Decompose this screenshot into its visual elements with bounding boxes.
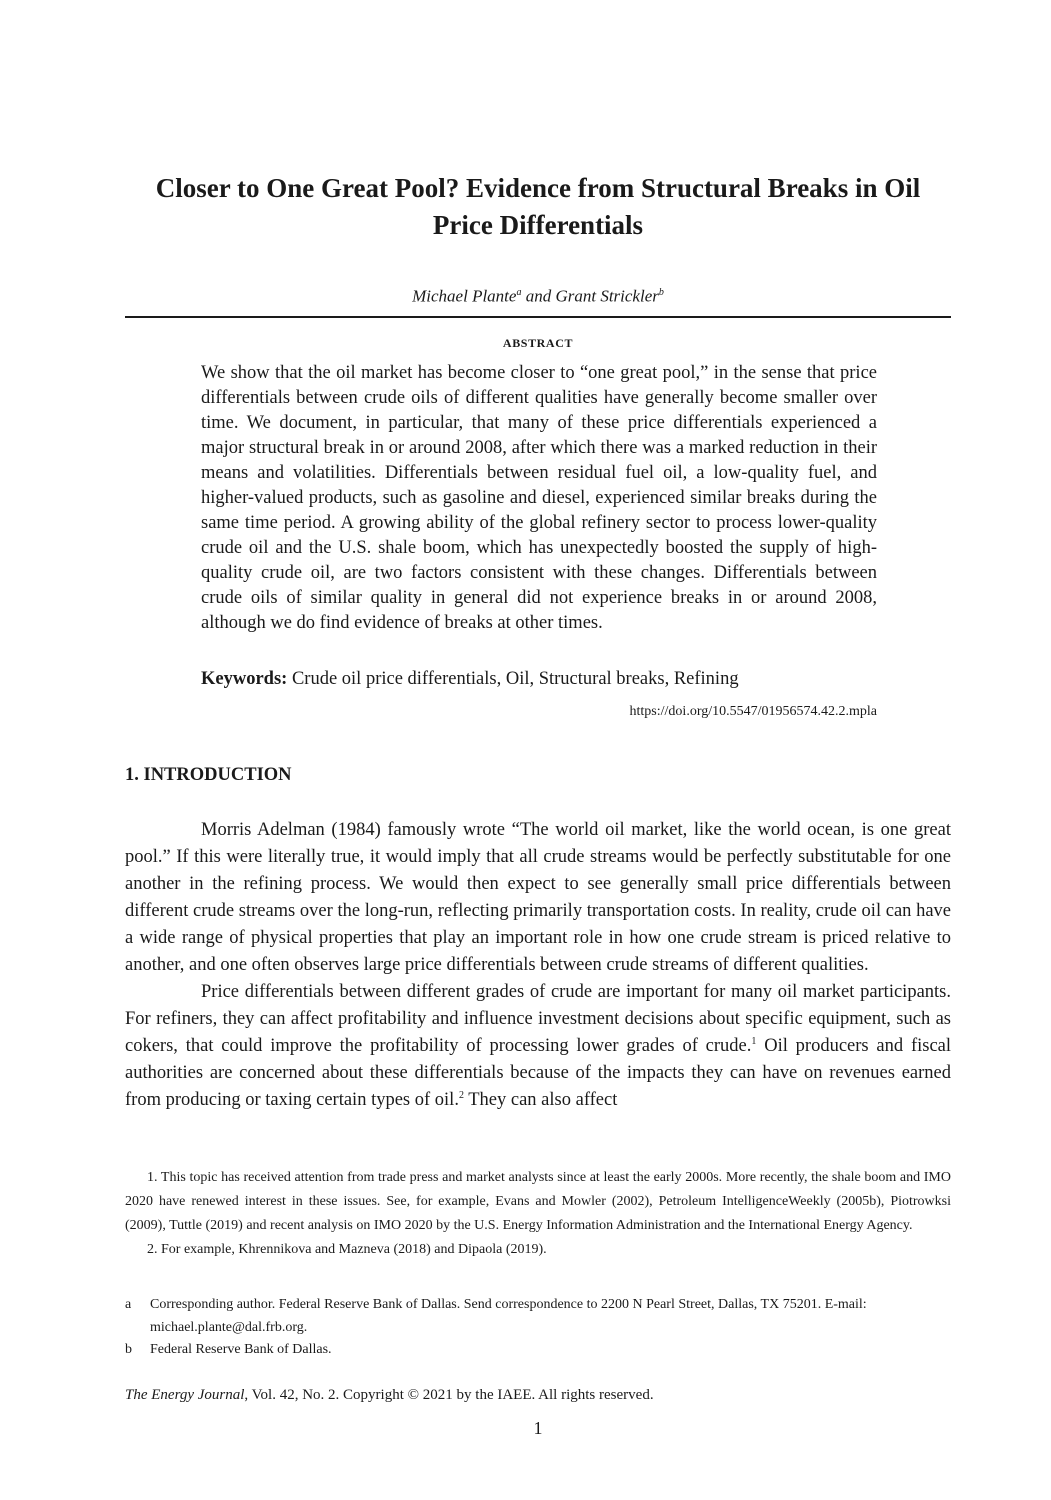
abstract-text: We show that the oil market has become closer to “one great pool,” in the sense that price differentials between crude oils of different qualities have generally become smaller over time. We document, in particular, that many of these price differentials experienced a major structural break in or around 2008, after which there was a marked reduction in their means and volatilities. Differentials between residual fuel oil, a low-quality fuel, and higher-valued products, such as gasoline and diesel, experienced similar breaks during the same time period. A growing ability of the global refinery sector to process lower-quality crude oil and the U.S. shale boom, which has unexpectedly boosted the supply of high-quality crude oil, are two factors consistent with these changes. Differentials between crude oils of similar quality in general did not experience breaks in or around 2008, although we do find evidence of breaks at other times. (201, 363, 877, 633)
affiliation-text: Federal Reserve Bank of Dallas. (150, 1342, 332, 1357)
page-number: 1 (533, 1418, 543, 1438)
keywords-line (201, 667, 877, 692)
affiliation-note (125, 1293, 951, 1339)
paper-title: Closer to One Great Pool? Evidence from Structural Breaks in Oil Price Differentials (155, 173, 921, 240)
author-line (125, 281, 951, 309)
keywords-label: Keywords: (201, 669, 288, 689)
paragraph-text: Price differentials between different grades of crude are important for many oil market participants. For refiners, they can affect profitability and influence investment decisions about specific equipment, such as cokers, that could improve the profitability of processing lower grades of crude. (125, 982, 951, 1056)
paragraph (125, 979, 951, 1114)
author-joiner: and (521, 286, 556, 306)
affiliation-mark: b (125, 1342, 132, 1357)
affiliation-mark: a (125, 1297, 132, 1312)
footnotes (125, 1166, 951, 1262)
keywords-text: Crude oil price differentials, Oil, Structural breaks, Refining (291, 669, 739, 689)
journal-citation (125, 1384, 654, 1406)
footnote-ref[interactable]: 2 (458, 1089, 464, 1101)
footnote: 2. For example, Khrennikova and Mazneva (2018) and Dipaola (2019). (147, 1242, 547, 1257)
affiliation-mark: a (516, 287, 522, 298)
author-name: Michael Plante (412, 286, 517, 306)
footnote: 1. This topic has received attention from trade press and market analysts since at least the early 2000s. More recently, the shale boom and IMO 2020 have renewed interest in these issues. See, for example, Evans and Mowler (2002), Petroleum IntelligenceWeekly (2005b), Piotrowksi (2009), Tuttle (2019) and recent analysis on IMO 2020 by the U.S. Energy Information Administration and the International Energy Agency. (125, 1170, 951, 1233)
affiliation-text: Corresponding author. Federal Reserve Bank of Dallas. Send correspondence to 2200 N Pearl Street, Dallas, TX 75201. E-mail: michael.plante@dal.frb.org. (150, 1297, 867, 1335)
abstract-heading: ABSTRACT (502, 336, 574, 350)
paragraph-text: They can also affect (463, 1090, 618, 1110)
doi-link[interactable]: https://doi.org/10.5547/01956574.42.2.mpla (629, 704, 877, 719)
body-text (125, 817, 951, 1114)
affiliation-note (125, 1338, 951, 1361)
section-heading: 1. INTRODUCTION (125, 765, 292, 785)
affiliation-mark: b (658, 287, 664, 298)
horizontal-rule (125, 316, 951, 318)
journal-name: The Energy Journal (125, 1387, 245, 1403)
footnote-ref[interactable]: 1 (751, 1035, 757, 1047)
author-name: Grant Strickler (555, 286, 659, 306)
paragraph: Morris Adelman (1984) famously wrote “The world oil market, like the world ocean, is one great pool.” If this were literally true, it would imply that all crude streams would be perfectly substitutable for one another in the refining process. We would then expect to see generally small price differentials between different crude streams over the long-run, reflecting primarily transportation costs. In reality, crude oil can have a wide range of physical properties that play an important role in how one crude stream is priced relative to another, and one often observes large price differentials between crude streams of different qualities. (125, 820, 951, 975)
journal-details: , Vol. 42, No. 2. Copyright © 2021 by the IAEE. All rights reserved. (244, 1387, 654, 1403)
paragraph-text: Oil producers and fiscal authorities are concerned about these differentials because of the impacts they can have on revenues earned from producing or taxing certain types of oil. (125, 1036, 952, 1110)
